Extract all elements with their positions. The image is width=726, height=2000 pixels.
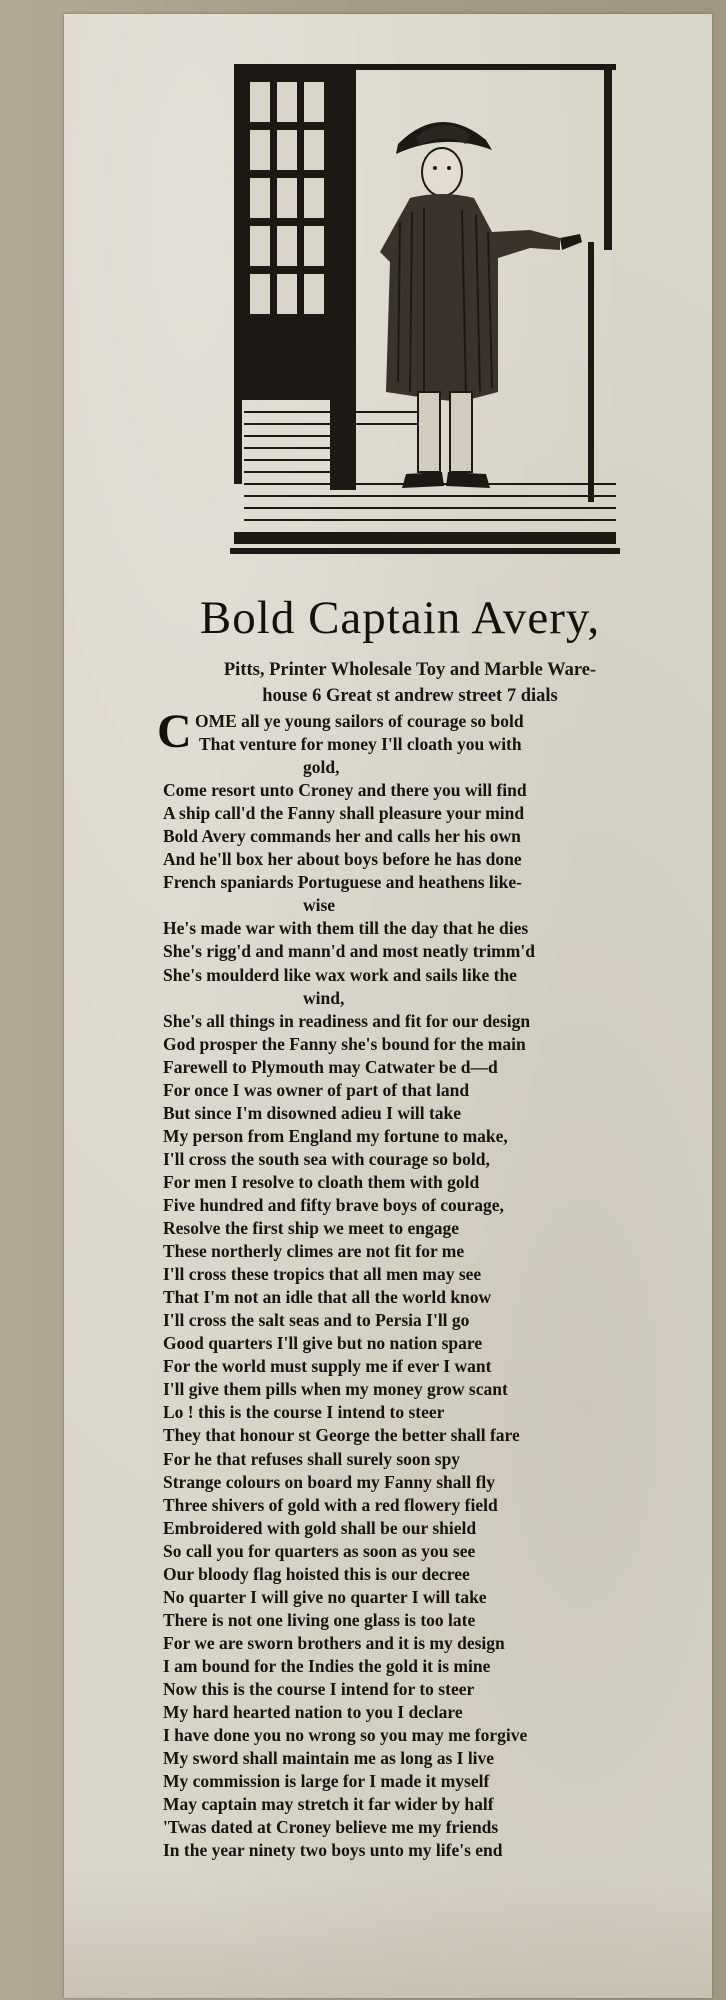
verse-line: I'll cross the salt seas and to Persia I'll go bbox=[163, 1310, 470, 1331]
verse-line: Bold Avery commands her and calls her his own bbox=[163, 826, 521, 847]
woodcut-man-doorway-image bbox=[230, 62, 620, 562]
ballad-text bbox=[157, 705, 663, 1862]
verse-line: Resolve the first ship we meet to engage bbox=[163, 1218, 459, 1239]
verse-line: Strange colours on board my Fanny shall fly bbox=[163, 1471, 496, 1492]
verse-line: That I'm not an idle that all the world know bbox=[163, 1287, 492, 1308]
verse-line: Now this is the course I intend for to steer bbox=[163, 1678, 475, 1699]
verse-line: For once I was owner of part of that land bbox=[163, 1079, 470, 1100]
verse-line: My commission is large for I made it myself bbox=[163, 1771, 490, 1792]
verse-line: Come resort unto Croney and there you will find bbox=[163, 780, 527, 801]
verse-line: A ship call'd the Fanny shall pleasure your mind bbox=[163, 803, 525, 824]
verse-line: So call you for quarters as soon as you see bbox=[163, 1540, 476, 1561]
printer-imprint bbox=[150, 657, 670, 709]
verse-line: In the year ninety two boys unto my life's end bbox=[163, 1840, 503, 1861]
verse-line: These northerly climes are not fit for me bbox=[163, 1241, 465, 1262]
verse-line: He's made war with them till the day that he dies bbox=[163, 918, 529, 939]
verse-line: And he'll box her about boys before he has done bbox=[163, 849, 522, 870]
verse-line: I'll give them pills when my money grow scant bbox=[163, 1379, 508, 1400]
verse-line: My sword shall maintain me as long as I live bbox=[163, 1748, 495, 1769]
verse-line: For the world must supply me if ever I want bbox=[163, 1356, 492, 1377]
verse-line: Three shivers of gold with a red flowery field bbox=[163, 1494, 498, 1515]
verse-line: OME all ye young sailors of courage so bold bbox=[195, 711, 524, 731]
verse-line: For we are sworn brothers and it is my design bbox=[163, 1632, 505, 1653]
sheet-bottom-margin bbox=[64, 1875, 712, 1998]
verse-line: For men I resolve to cloath them with gold bbox=[163, 1171, 480, 1192]
verse-line: 'Twas dated at Croney believe me my friends bbox=[163, 1817, 499, 1838]
verse-line: I have done you no wrong so you may me forgive bbox=[163, 1725, 528, 1746]
verse-line: They that honour st George the better shall fare bbox=[163, 1425, 520, 1446]
verse-line: My person from England my fortune to make, bbox=[163, 1125, 508, 1146]
verse-line: She's rigg'd and mann'd and most neatly trimm'd bbox=[163, 941, 535, 962]
drop-cap: C bbox=[157, 705, 192, 758]
verse-line: God prosper the Fanny she's bound for the main bbox=[163, 1033, 526, 1054]
verse-line: She's moulderd like wax work and sails like the bbox=[163, 964, 517, 985]
verse-line: But since I'm disowned adieu I will take bbox=[163, 1102, 462, 1123]
verse-line: French spaniards Portuguese and heathens like- bbox=[163, 872, 522, 893]
verse-line: My hard hearted nation to you I declare bbox=[163, 1702, 463, 1723]
verse-line: Lo ! this is the course I intend to steer bbox=[163, 1402, 445, 1423]
verse-line: May captain may stretch it far wider by half bbox=[163, 1794, 494, 1815]
verse-line: Embroidered with gold shall be our shield bbox=[163, 1517, 477, 1538]
verse-line: I'll cross the south sea with courage so bold, bbox=[163, 1148, 490, 1169]
broadside-title: Bold Captain Avery, bbox=[199, 592, 601, 644]
verse-line: I'll cross these tropics that all men may see bbox=[163, 1264, 482, 1285]
woodcut-illustration bbox=[230, 62, 620, 562]
verse-line: Five hundred and fifty brave boys of courage, bbox=[163, 1194, 504, 1215]
imprint-line-1: Pitts, Printer Wholesale Toy and Marble Ware- bbox=[223, 660, 597, 680]
verse-line: I am bound for the Indies the gold it is mine bbox=[163, 1655, 491, 1676]
verse-line: She's all things in readiness and fit for our design bbox=[163, 1010, 531, 1031]
verse-line: gold, bbox=[303, 757, 340, 778]
verse-line: There is not one living one glass is too late bbox=[163, 1609, 476, 1630]
verse-line: Farewell to Plymouth may Catwater be d—d bbox=[163, 1056, 498, 1077]
verse-line: For he that refuses shall surely soon spy bbox=[163, 1448, 461, 1469]
verse-line: That venture for money I'll cloath you with bbox=[199, 734, 522, 755]
imprint-line-2: house 6 Great st andrew street 7 dials bbox=[262, 686, 558, 706]
verse-line: Our bloody flag hoisted this is our decree bbox=[163, 1563, 470, 1584]
verse-line: wind, bbox=[303, 987, 345, 1008]
verse-line: Good quarters I'll give but no nation spare bbox=[163, 1333, 483, 1354]
verse-line: No quarter I will give no quarter I will take bbox=[163, 1586, 487, 1607]
verse-line: wise bbox=[303, 895, 336, 916]
